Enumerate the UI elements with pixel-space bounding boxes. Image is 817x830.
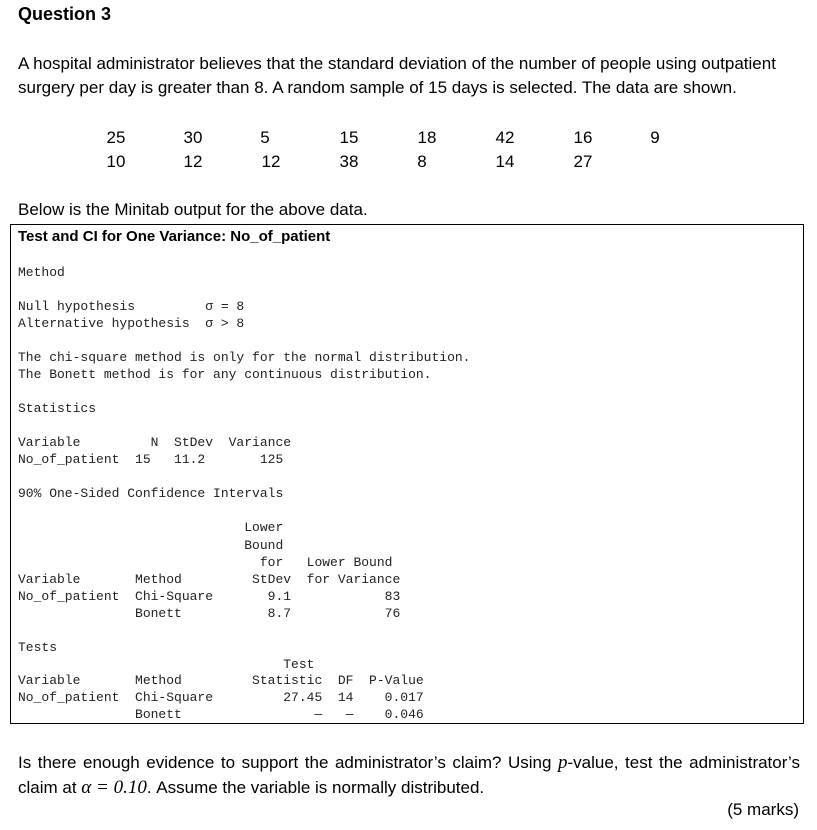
minitab-output-header: Test and CI for One Variance: No_of_patient <box>18 228 331 245</box>
question-text: . Assume the variable is normally distributed. <box>146 778 485 797</box>
data-value: 8 <box>417 152 427 171</box>
tests-data-row: No_of_patient Chi-Square 27.45 14 0.017 <box>18 690 424 705</box>
tests-heading: Tests <box>18 640 58 655</box>
question-prompt <box>18 750 800 800</box>
question-text: -value, test the administrator’s claim at <box>18 753 801 797</box>
data-value: 16 <box>573 128 593 147</box>
intro-paragraph: A hospital administrator believes that the standard deviation of the number of people using outpatient surgery per day is greater than 8. A random sample of 15 days is selected. The data are shown. <box>18 54 776 97</box>
minitab-intro-text: Below is the Minitab output for the above data. <box>18 200 368 219</box>
data-value: 27 <box>573 152 593 171</box>
data-value: 15 <box>339 128 359 147</box>
chi-square-note: The chi-square method is only for the normal distribution. <box>18 350 471 365</box>
ci-header-line: Variable Method StDev for Variance <box>18 572 401 587</box>
bonett-note: The Bonett method is for any continuous distribution. <box>18 367 432 382</box>
data-value: 14 <box>495 152 515 171</box>
ci-heading: 90% One-Sided Confidence Intervals <box>18 486 284 501</box>
method-heading: Method <box>18 265 65 280</box>
data-value: 5 <box>260 128 270 147</box>
tests-header-line: Variable Method Statistic DF P-Value <box>18 673 424 688</box>
data-value: 9 <box>650 128 660 147</box>
statistics-data-row: No_of_patient 15 11.2 125 <box>18 452 284 467</box>
marks-label: (5 marks) <box>727 800 799 819</box>
data-value: 38 <box>339 152 359 171</box>
data-value: 30 <box>183 128 203 147</box>
question-title: Question 3 <box>18 4 112 24</box>
data-value: 10 <box>106 152 126 171</box>
ci-header-line: Bound <box>18 538 284 553</box>
data-value: 25 <box>106 128 126 147</box>
statistics-heading: Statistics <box>18 401 97 416</box>
data-value: 42 <box>495 128 515 147</box>
question-text: Is there enough evidence to support the administrator’s claim? Using <box>18 753 558 772</box>
statistics-header-row: Variable N StDev Variance <box>18 435 292 450</box>
alpha-expression: α = 0.10 <box>81 777 147 798</box>
ci-data-row: Bonett 8.7 76 <box>18 606 401 621</box>
tests-data-row: Bonett — — 0.046 <box>18 707 424 722</box>
data-value: 12 <box>183 152 203 171</box>
ci-header-line: for Lower Bound <box>18 555 393 570</box>
p-symbol: p <box>558 752 568 773</box>
null-hypothesis-line: Null hypothesis σ = 8 <box>18 299 245 314</box>
data-value: 18 <box>417 128 437 147</box>
ci-header-line: Lower <box>18 520 284 535</box>
alternative-hypothesis-line: Alternative hypothesis σ > 8 <box>18 316 245 331</box>
tests-header-line: Test <box>18 657 315 672</box>
data-value: 12 <box>261 152 281 171</box>
ci-data-row: No_of_patient Chi-Square 9.1 83 <box>18 589 401 604</box>
